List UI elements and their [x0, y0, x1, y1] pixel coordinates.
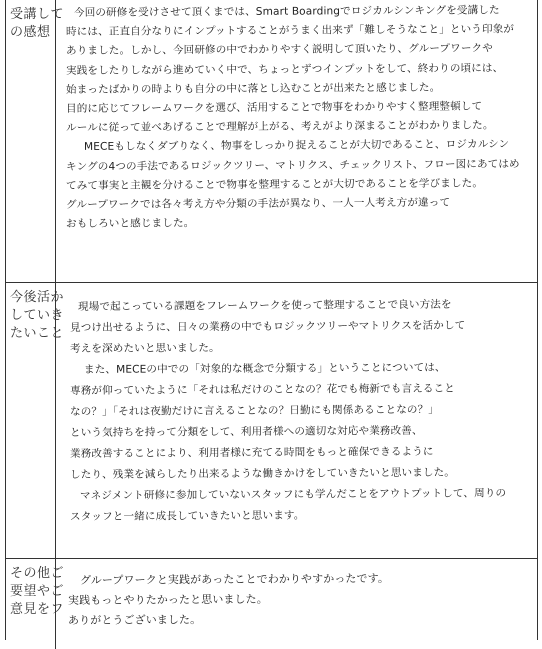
response-line: 始まったばかりの時よりも自分の中に落とし込むことが出来たと感じました。 — [65, 81, 441, 96]
response-line: 実践もっとやりたかったと思いました。 — [67, 592, 268, 607]
section-label-line: していき — [10, 308, 65, 323]
response-line: 実践をしたりしながら進めていく中で、ちょっとずつインプットをして、終わりの頃には、 — [65, 61, 504, 77]
response-line: 専務が仰っていたように「それは私だけのことなの？花でも梅新でも言えること — [69, 382, 456, 397]
section-label-line: たいこと — [10, 326, 65, 341]
section-label — [6, 283, 65, 559]
section-label — [6, 0, 65, 283]
response-line: なの？」「それは夜勤だけに言えることなの？日勤にも関係あることなの？」 — [69, 403, 440, 418]
survey-form — [5, 0, 538, 640]
response-line: したり、残業を減らしたり出来るような働きかけをしていきたいと思いました。 — [69, 466, 456, 481]
response-line: MECEもしなくダブりなく、物事をしっかり捉えることが大切であること、ロジカルシン — [83, 138, 510, 154]
response-line: ありました。しかし、今回研修の中でわかりやすく説明して頂いたり、グループワークや — [65, 42, 493, 58]
section-other-requests — [6, 558, 537, 649]
response-line: 時には、正直自分なりにインプットすることがうまく出来ず「難しそうなこと」という印象が — [65, 23, 515, 39]
response-line: 考えを深めたいと思いました。 — [69, 342, 220, 355]
section-label-line: 受講して — [10, 7, 65, 22]
section-label-line: 意見をフ — [10, 602, 65, 617]
response-line: おもしろいと感じました。 — [65, 217, 195, 231]
section-label-line: 今後活か — [10, 290, 65, 305]
response-line: また、MECEの中での「対象的な概念で分類する」ということについては、 — [83, 361, 446, 376]
response-line: 今回の研修を受けさせて頂くまでは、Smart Boardingでロジカルシンキングを受講した — [73, 4, 500, 19]
response-line: グループワークと実践があったことでわかりやすかったです。 — [79, 572, 389, 587]
response-line: ルールに従って並べあげることで理解が上がる、考えがより深まることがわかりました。 — [65, 119, 494, 135]
response-line: という気持ちを持って分類をして、利用者様への適切な対応や業務改善、 — [69, 424, 423, 439]
handwritten-response — [56, 283, 537, 559]
handwritten-response — [56, 0, 537, 283]
response-line: 目的に応じてフレームワークを選び、活用することで物事をわかりやすく整理整頓して — [65, 100, 483, 116]
section-label-line: その他ご — [10, 566, 65, 581]
response-line: キングの4つの手法であるロジックツリー、マトリクス、チェックリスト、フロー図にあてはめ — [65, 157, 520, 173]
section-label-line: 要望やご — [10, 584, 65, 599]
response-line: 見つけ出せるように、日々の業務の中でもロジックツリーやマトリクスを活かして — [69, 319, 466, 334]
response-line: スタッフと一緒に成長していきたいと思います。 — [69, 509, 305, 523]
section-impressions — [6, 0, 537, 283]
response-line: てみて事実と主観を分けることで物事を整理することが大切であることを学びました。 — [65, 177, 484, 192]
response-line: グループワークでは各々考え方や分類の手法が異なり、一人一人考え方が違って — [65, 196, 451, 212]
section-label-line: の感想 — [10, 25, 51, 40]
response-line: 現場で起こっている課題をフレームワークを使って整理することで良い方法を — [77, 298, 452, 313]
response-line: ありがとうございました。 — [67, 613, 202, 627]
section-label — [6, 559, 65, 649]
response-line: マネジメント研修に参加していないスタッフにも学んだことをアウトプットして、周りの — [79, 487, 507, 502]
section-future-use — [6, 282, 537, 559]
handwritten-response — [56, 559, 537, 649]
response-line: 業務改善することにより、利用者様に充てる時間をもっと確保できるように — [69, 445, 434, 460]
